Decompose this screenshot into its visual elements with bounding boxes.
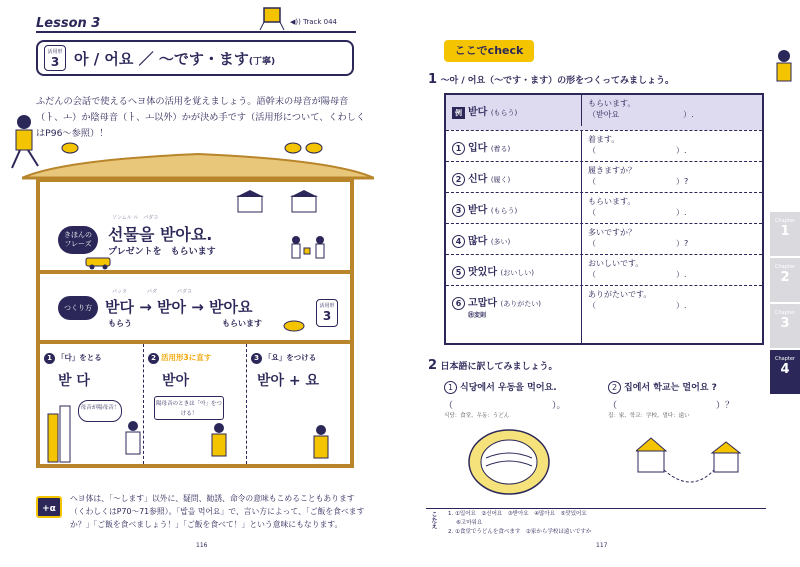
form-tag: 活用形 3 [316,299,338,327]
lesson-label: Lesson 3 [36,16,101,31]
answer-key-label: こたえ [430,511,437,529]
step-3: 3 「요」をつける 받아 + 요 [246,344,349,464]
tab-chapter-2[interactable]: Chapter 2 [770,258,800,302]
check-heading: ここでcheck [444,40,534,62]
answer-field[interactable]: （ ）. [588,208,687,217]
answer-field[interactable]: （ ）. [588,270,687,279]
conjugation-ja-2: もらいます [222,319,262,328]
girl-2-illustration [764,48,800,98]
lesson-rule [36,31,356,33]
question-2-2: 2 집에서 학교는 멀어요 ? （ ）？ 집：家、학교：学校、멀다：遠い [608,383,735,419]
answer-key [426,508,766,542]
step-2-note: 陽母音のときは「아」をつける！ [154,396,224,420]
answer-field[interactable]: （ ）? [588,239,689,248]
person-3-illustration [306,424,336,466]
answers-1b: ⑥고마워요 [456,520,483,526]
person-2-illustration [204,422,234,466]
table-row: 1 입다 (着る) 着ます。 （ ）. [446,130,762,161]
answer-line[interactable]: （ ）。 [444,401,566,411]
exercise-table [444,93,764,345]
table-row-example: 例 받다 (もらう) もらいます。 （받아요 ）. [446,95,762,130]
phrase-korean: 선물을 받아요. [108,225,213,244]
lesson-title: 아 / 어요 ／ ～です・ます(丁寧) [74,50,276,68]
table-row: 2 신다 (履く) 履きますか？ （ ）? [446,161,762,192]
plus-alpha-text: ヘヨ体は、「～します」以外に、疑問、勧誘、命令の意味もこめることもあります（くわしくはP70～71参照）。「밥을 먹어요」で、言い方によって、「ご飯を食べますか？」「ご飯を食べましょう！」「ご飯を食べて！」という意味にもなります。 [70,494,365,529]
person-1-illustration [118,420,148,466]
house-roof [22,150,374,180]
udon-bowl-illustration [466,428,552,502]
page-number-left: 116 [196,542,208,549]
tab-chapter-4[interactable]: Chapter 4 [770,350,800,394]
house-floor-1 [36,270,354,274]
title-tag: 活用形 3 [44,45,66,71]
phrase-japanese: プレゼントを もらいます [108,247,216,257]
birds-icon [284,140,324,154]
phrase-pill: きほんのフレーズ [58,226,98,254]
bird-icon [60,140,82,154]
conjugation-ja-1: もらう [108,319,132,328]
track-number: ◀)) Track 044 [290,18,337,26]
question-2-1: 1 식당에서 우동을 먹어요. （ ）。 식당：食堂、우동：うどん [444,383,566,419]
answer-field[interactable]: （받아요 ）. [588,110,694,119]
hint-2: 집：家、학교：学校、멀다：遠い [608,413,690,419]
conjugation-ruby: パッタ パダ パダヨ [112,289,193,295]
answer-line[interactable]: （ ）？ [608,401,735,411]
speaker-icon: ◀)) [290,18,304,26]
mascot-icon [258,2,288,32]
irregular-note: ㊟変則 [468,312,487,319]
people-gift-illustration [286,234,332,270]
conjugation-chain: 받다 → 받아 → 받아요 [105,298,253,316]
question-1: 1 ～아 / 어요（～です・ます）の形をつくってみましょう。 [428,72,674,87]
step-1-body: 받 다 [58,373,90,389]
hint-1: 식당：食堂、우동：うどん [444,413,510,419]
step-3-body: 받아 + 요 [257,373,320,389]
step-2-body: 받아 [162,373,190,389]
table-row: 3 받다 (もらう) もらいます。 （ ）. [446,192,762,223]
answer-field[interactable]: （ ）. [588,146,687,155]
right-page [400,0,800,567]
plus-alpha-badge: +α [36,496,62,518]
car-illustration [84,254,114,270]
dog-illustration [280,316,308,334]
step-2: 2 活用形3に直す 받아 陽母音のときは「아」をつける！ [143,344,246,464]
chapter-tabs [770,212,800,396]
question-2: 2 日本語に訳してみましょう。 [428,358,558,373]
conjugation-pill: つくり方 [58,296,98,320]
answer-field[interactable]: （ ）. [588,301,687,310]
phrase-ruby: ソンムル ル パダヨ [112,215,159,221]
page-number-right: 117 [596,542,608,549]
answers-1: 1. ①입어요 ②신어요 ③받아요 ④많아요 ⑤맛있어요 [448,511,587,517]
intro-text: ふだんの会話で使えるヘヨ体の活用を覚えましょう。語幹末の母音が陽母音（ㅏ、ㅗ）か陰母音（ㅏ、ㅗ以外）かが決め手です（活用形について、くわしくはP96～参照）！ [36,96,366,139]
step-1: 1 「다」をとる 받 다 [40,344,143,464]
table-row: 4 많다 (多い) 多いですか？ （ ）? [446,223,762,254]
home-school-illustration [636,430,746,494]
tab-chapter-3[interactable]: Chapter 3 [770,304,800,348]
town-illustration [236,188,322,214]
answer-field[interactable]: （ ）? [588,177,689,186]
speech-bubble: 母音が陽母音！ [78,400,122,422]
buildings-illustration [44,404,84,464]
answers-2: 2. ①食堂でうどんを食べます ②家から学校は遠いですか [448,529,592,535]
table-row: 6 고맙다 (ありがたい) ㊟変則 ありがたいです。 （ ）. [446,285,762,343]
table-row: 5 맛있다 (おいしい) おいしいです。 （ ）. [446,254,762,285]
tab-chapter-1[interactable]: Chapter 1 [770,212,800,256]
